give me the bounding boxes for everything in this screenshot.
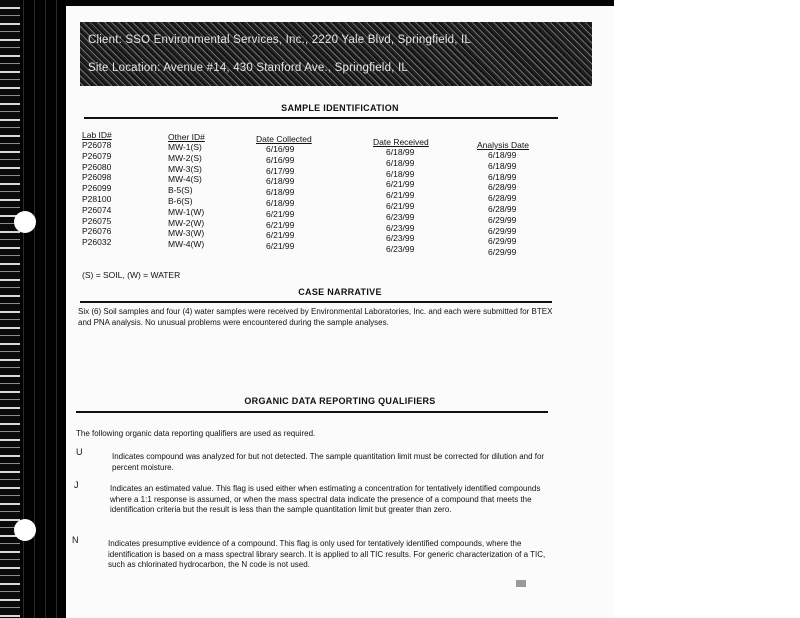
- cell-date-received: 6/23/99: [386, 222, 415, 233]
- cell-date-collected: 6/18/99: [266, 198, 295, 208]
- cell-analysis-date: 6/28/99: [488, 193, 517, 204]
- document-page: [66, 6, 614, 618]
- cell-lab-id: P26075: [82, 215, 112, 226]
- cell-lab-id: P28100: [82, 194, 112, 204]
- section-divider: [80, 301, 552, 303]
- cell-lab-id: P26074: [82, 204, 112, 215]
- qualifier-code-u: U: [76, 447, 83, 457]
- qualifier-code-j: J: [74, 480, 79, 490]
- cell-date-received: 6/18/99: [386, 168, 415, 179]
- cell-date-received: 6/18/99: [386, 147, 415, 157]
- cell-other-id: MW-1(W): [168, 206, 205, 217]
- cell-lab-id: P26079: [82, 150, 112, 161]
- cell-analysis-date: 6/29/99: [488, 236, 517, 247]
- punch-hole-top: [14, 211, 36, 233]
- cell-date-collected: 6/16/99: [266, 154, 295, 165]
- qualifiers-intro: The following organic data reporting qualifiers are used as required.: [76, 429, 316, 438]
- cell-date-received: 6/23/99: [386, 244, 415, 255]
- cell-other-id: B-5(S): [168, 185, 193, 196]
- cell-date-received: 6/21/99: [386, 201, 415, 211]
- cell-date-collected: 6/21/99: [266, 208, 295, 219]
- cell-analysis-date: 6/28/99: [488, 182, 517, 193]
- cell-date-received: 6/23/99: [386, 211, 415, 222]
- cell-lab-id: P26099: [82, 183, 112, 194]
- cell-other-id: B-6(S): [168, 196, 193, 206]
- case-narrative-text: Six (6) Soil samples and four (4) water samples were received by Environmental Laboratories, Inc. and each were submitted for BTEX and PNA analysis. No unusual problems were encountered during the sample analyses.: [78, 307, 553, 327]
- cell-date-collected: 6/17/99: [266, 165, 295, 176]
- client-line: Client: SSO Environmental Services, Inc., 2220 Yale Blvd, Springfield, IL: [88, 34, 471, 46]
- cell-date-received: 6/23/99: [386, 233, 415, 244]
- cell-lab-id: P26076: [82, 226, 112, 237]
- cell-analysis-date: 6/29/99: [488, 214, 517, 225]
- cell-analysis-date: 6/29/99: [488, 247, 517, 258]
- qualifier-text-j: Indicates an estimated value. This flag is used either when estimating a concentration for tentatively identified compounds where a 1:1 response is assumed, or when the mass spectral data indicate the presence of a compound that meets the identification criteria but the result is less than the sample quantitation limit but greater than zero.: [110, 484, 541, 514]
- col-other-id: Other ID#: [168, 132, 205, 142]
- cell-other-id: MW-3(S): [168, 163, 202, 174]
- cell-other-id: MW-3(W): [168, 228, 205, 239]
- col-lab-id: Lab ID#: [82, 130, 112, 140]
- cell-date-collected: 6/18/99: [266, 187, 295, 198]
- col-analysis-date: Analysis Date: [477, 140, 529, 150]
- cell-analysis-date: 6/18/99: [488, 150, 517, 160]
- cell-other-id: MW-1(S): [168, 142, 202, 152]
- page-stamp: [516, 580, 526, 587]
- report-header: [80, 22, 592, 86]
- matrix-legend: (S) = SOIL, (W) = WATER: [82, 270, 181, 280]
- cell-other-id: MW-2(S): [168, 152, 202, 163]
- cell-analysis-date: 6/18/99: [488, 160, 517, 171]
- col-date-collected: Date Collected: [256, 134, 312, 144]
- cell-date-collected: 6/16/99: [266, 144, 295, 154]
- cell-date-received: 6/21/99: [386, 179, 415, 190]
- cell-date-collected: 6/21/99: [266, 230, 295, 241]
- qualifier-text-n: Indicates presumptive evidence of a compound. This flag is only used for tentatively identified compounds, where the identification is based on a mass spectral library search. It is applied to all TIC results. For generic characterization of a TIC, such as chlorinated hydrocarbon, the N code is not used.: [108, 539, 546, 569]
- site-location-line: Site Location: Avenue #14, 430 Stanford Ave., Springfield, IL: [88, 62, 408, 74]
- qualifier-code-n: N: [72, 535, 79, 545]
- cell-other-id: MW-4(W): [168, 239, 205, 250]
- cell-lab-id: P26078: [82, 140, 112, 150]
- cell-other-id: MW-4(S): [168, 174, 202, 185]
- cell-date-collected: 6/18/99: [266, 176, 295, 187]
- section-divider: [84, 117, 558, 119]
- cell-date-collected: 6/21/99: [266, 219, 295, 230]
- sample-identification-title: SAMPLE IDENTIFICATION: [281, 103, 399, 113]
- qualifiers-title: ORGANIC DATA REPORTING QUALIFIERS: [244, 396, 436, 406]
- cell-date-collected: 6/21/99: [266, 241, 295, 252]
- qualifier-text-u: Indicates compound was analyzed for but not detected. The sample quantitation limit must be corrected for dilution and for percent moisture.: [112, 452, 545, 472]
- cell-date-received: 6/18/99: [386, 157, 415, 168]
- col-date-received: Date Received: [373, 137, 429, 147]
- case-narrative-title: CASE NARRATIVE: [298, 287, 382, 297]
- cell-other-id: MW-2(W): [168, 217, 205, 228]
- punch-hole-bottom: [14, 519, 36, 541]
- cell-analysis-date: 6/18/99: [488, 171, 517, 182]
- cell-analysis-date: 6/28/99: [488, 204, 517, 214]
- cell-date-received: 6/21/99: [386, 190, 415, 201]
- section-divider: [76, 411, 548, 413]
- cell-lab-id: P26032: [82, 237, 112, 248]
- cell-lab-id: P26080: [82, 161, 112, 172]
- cell-analysis-date: 6/29/99: [488, 225, 517, 236]
- cell-lab-id: P26098: [82, 172, 112, 183]
